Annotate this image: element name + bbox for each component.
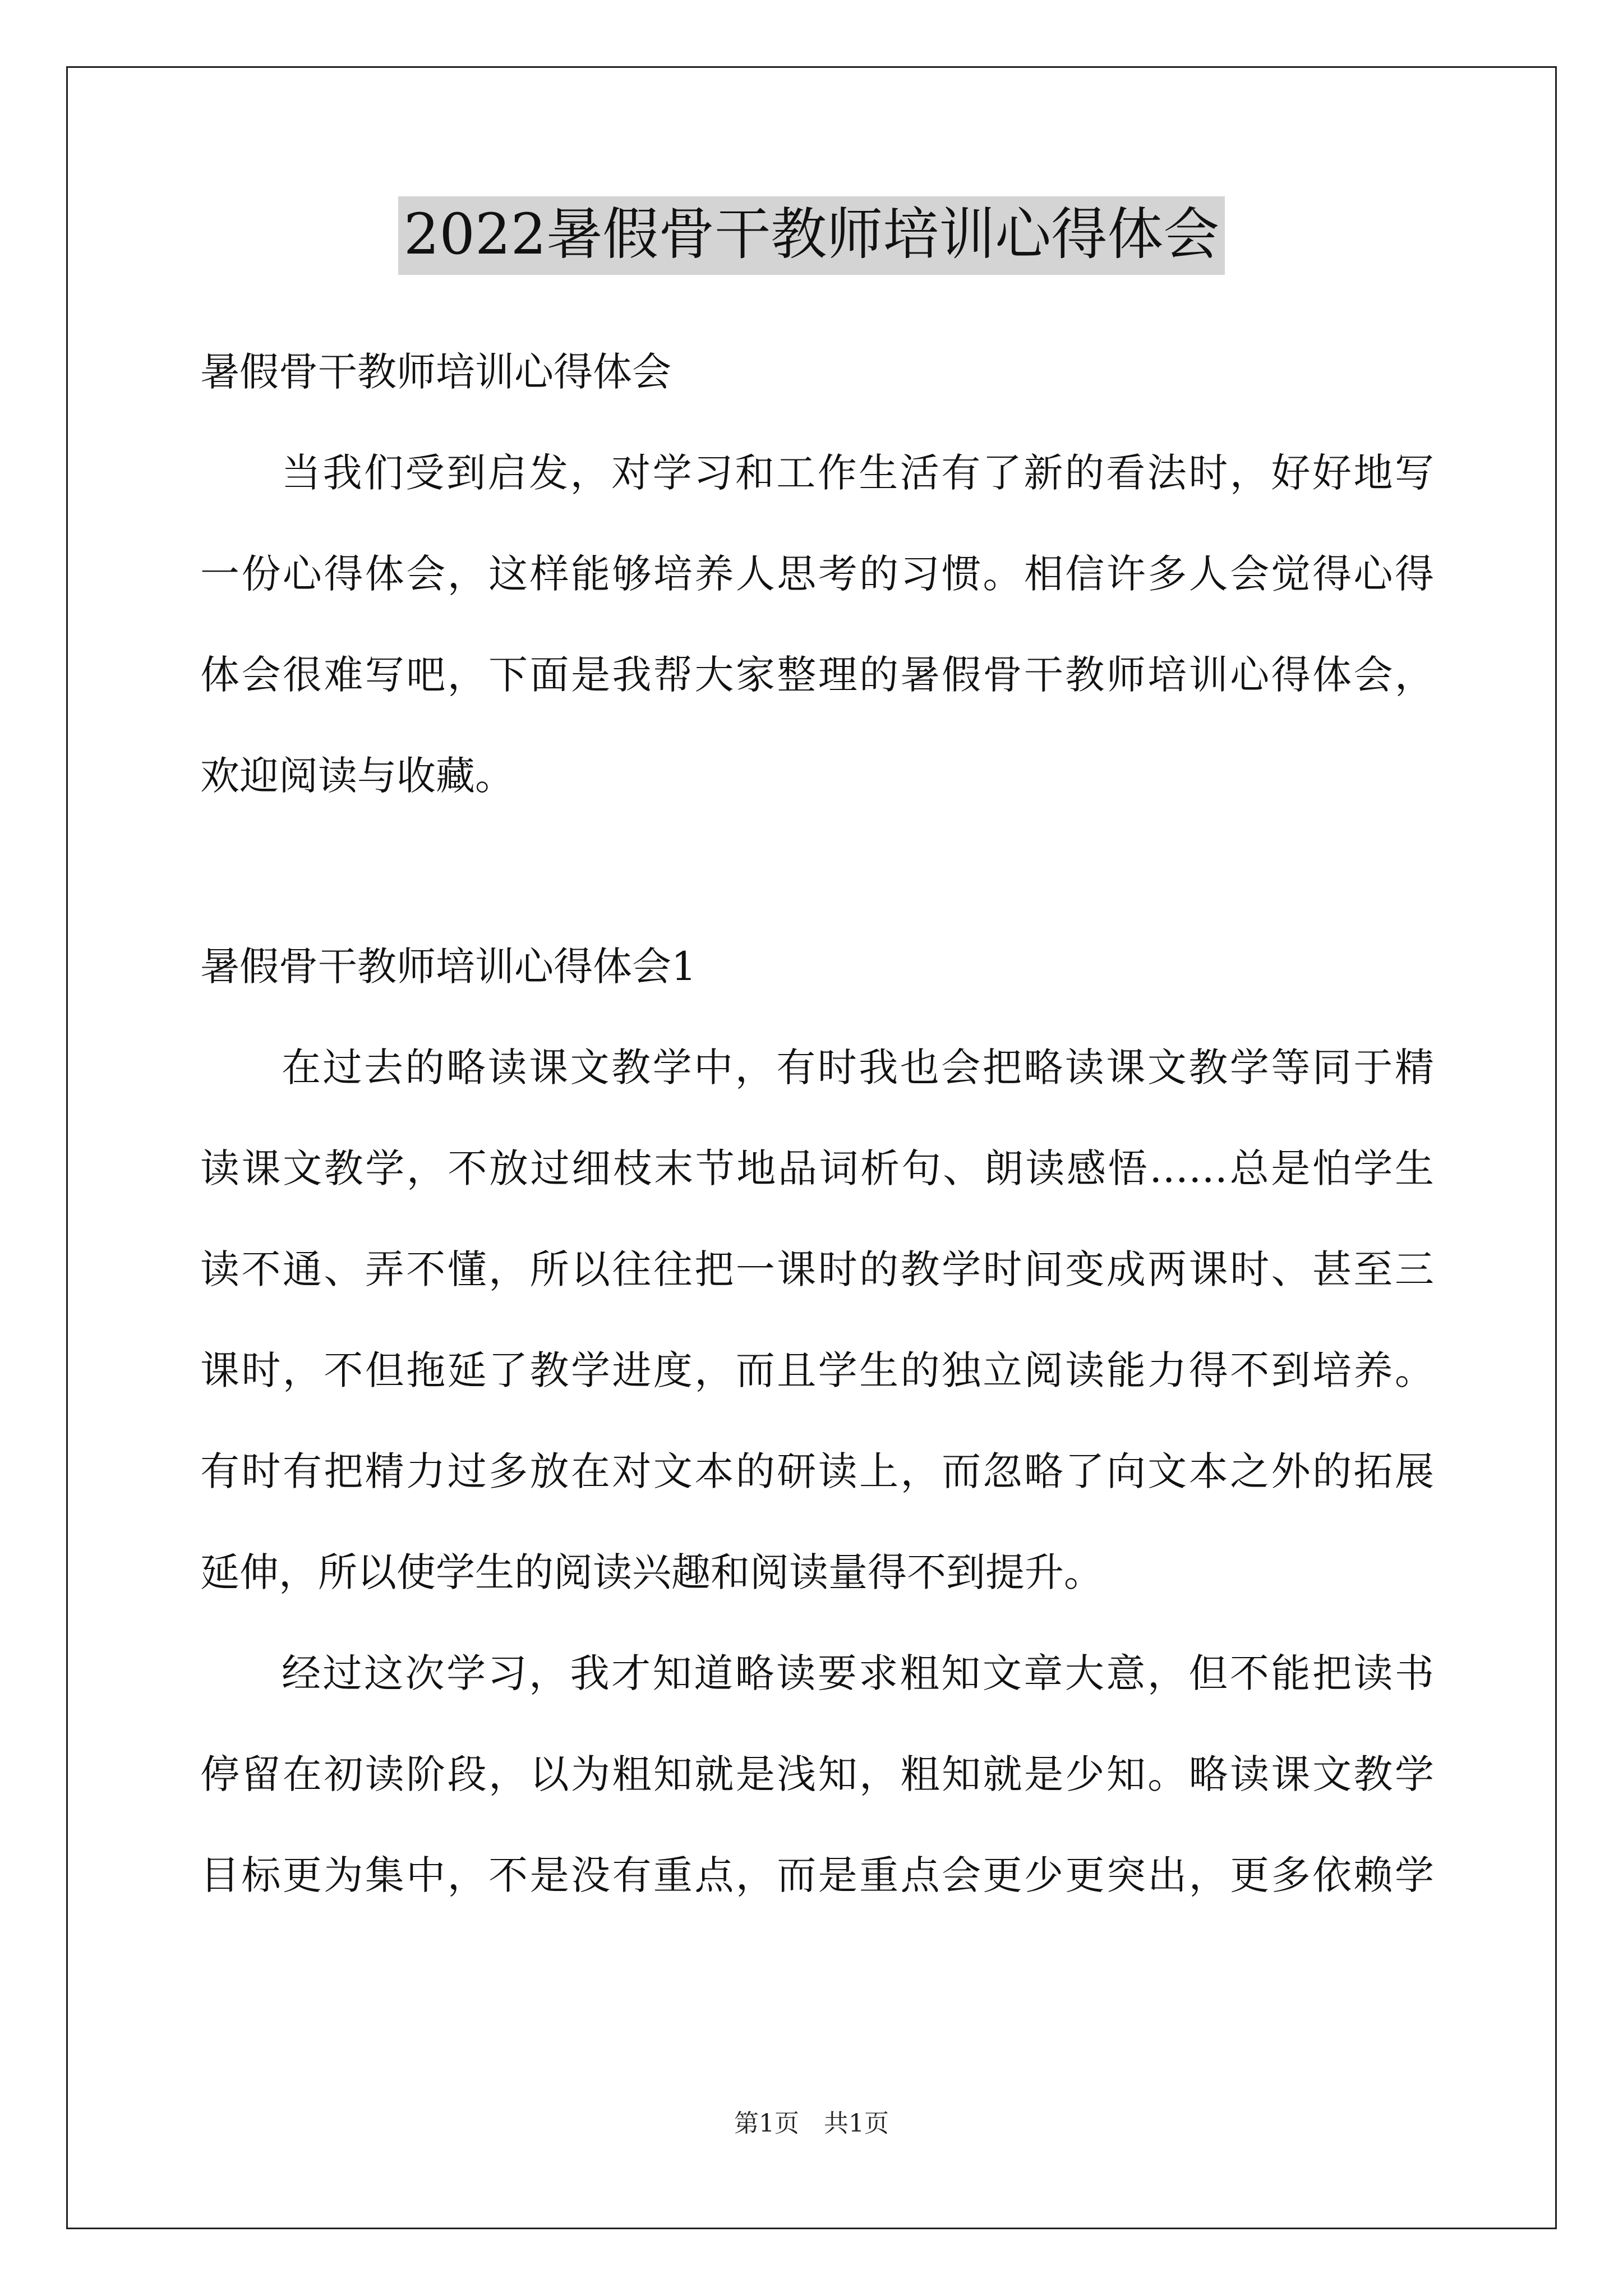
paragraph-line: 在过去的略读课文教学中，有时我也会把略读课文教学等同于精 bbox=[282, 1045, 1434, 1091]
paragraph-line: 经过这次学习，我才知道略读要求粗知文章大意，但不能把读书 bbox=[282, 1650, 1434, 1696]
section-heading: 暑假骨干教师培训心得体会1 bbox=[200, 944, 697, 990]
paragraph-line: 欢迎阅读与收藏。 bbox=[200, 753, 514, 799]
title-wrap bbox=[0, 196, 1623, 275]
paragraph-line: 目标更为集中，不是没有重点，而是重点会更少更突出，更多依赖学 bbox=[200, 1852, 1434, 1898]
paragraph-line: 读不通、弄不懂，所以往往把一课时的教学时间变成两课时、甚至三 bbox=[200, 1246, 1434, 1292]
paragraph-line: 一份心得体会，这样能够培养人思考的习惯。相信许多人会觉得心得 bbox=[200, 551, 1434, 597]
page-footer: 第1页 共1页 bbox=[734, 2109, 889, 2138]
paragraph-line: 课时，不但拖延了教学进度，而且学生的独立阅读能力得不到培养。 bbox=[200, 1347, 1434, 1393]
paragraph-line: 停留在初读阶段，以为粗知就是浅知，粗知就是少知。略读课文教学 bbox=[200, 1751, 1434, 1797]
document-title: 2022暑假骨干教师培训心得体会 bbox=[398, 196, 1225, 275]
paragraph-line: 读课文教学，不放过细枝末节地品词析句、朗读感悟……总是怕学生 bbox=[200, 1145, 1434, 1191]
paragraph-line: 延伸，所以使学生的阅读兴趣和阅读量得不到提升。 bbox=[200, 1549, 1103, 1595]
intro-heading: 暑假骨干教师培训心得体会 bbox=[200, 349, 671, 395]
paragraph-line: 当我们受到启发，对学习和工作生活有了新的看法时，好好地写 bbox=[282, 450, 1434, 496]
paragraph-line: 体会很难写吧，下面是我帮大家整理的暑假骨干教师培训心得体会， bbox=[200, 652, 1434, 698]
paragraph-line: 有时有把精力过多放在对文本的研读上，而忽略了向文本之外的拓展 bbox=[200, 1448, 1434, 1494]
